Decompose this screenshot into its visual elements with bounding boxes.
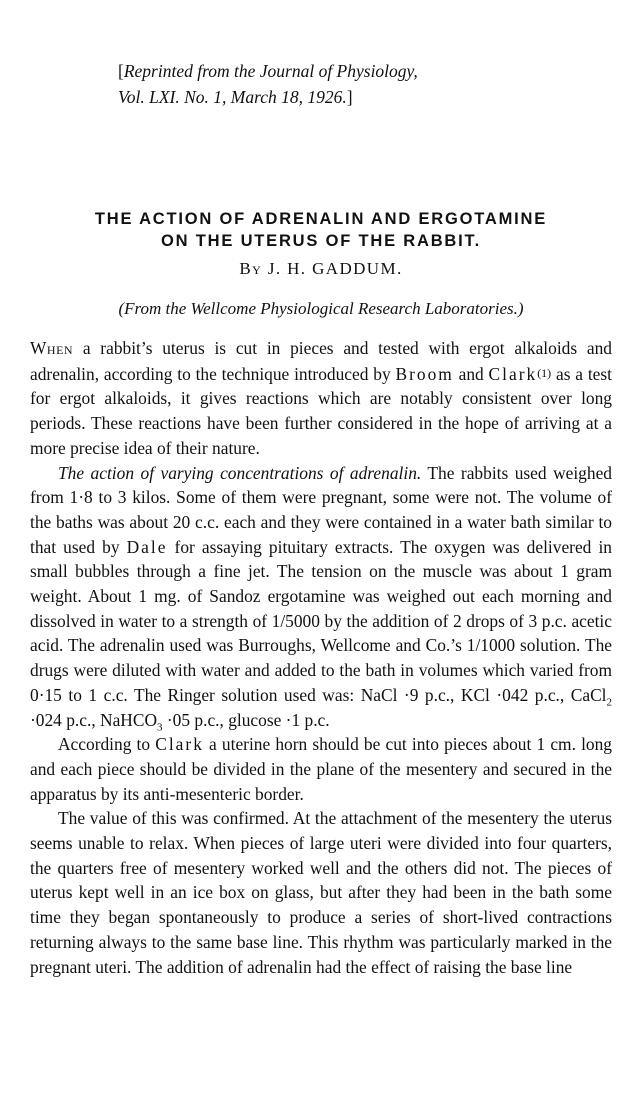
author-ref-clark-2: Clark — [155, 734, 204, 755]
title-line-2: ON THE UTERUS OF THE RABBIT. — [161, 232, 481, 250]
title-line-1: THE ACTION OF ADRENALIN AND ERGOTAMINE — [94, 210, 548, 228]
paragraph-1: When a rabbit’s uterus is cut in pieces and tested with ergot alkaloids and adrenalin, according to the technique introduced by Broom and Clark(1) as a test for ergot alkaloids, it gives reactions which are notably consistent over long periods. These reactions have been further considered in the hope of arriving at a more precise idea of their nature. — [30, 338, 612, 458]
article-body — [30, 336, 612, 979]
affiliation: (From the Wellcome Physiological Research Laboratories.) — [118, 299, 524, 318]
paragraph-3: According to Clark a uterine horn should be cut into pieces about 1 cm. long and each piece should be divided in the plane of the mesentery and secured in the apparatus by its anti-mesenteric border. — [30, 734, 612, 804]
reprint-notice — [118, 58, 612, 110]
reprint-line-1: [Reprinted from the Journal of Physiology, — [118, 61, 418, 81]
author-ref-clark: Clark — [488, 363, 538, 384]
lead-word: When — [30, 338, 74, 358]
reprint-line-2: Vol. LXI. No. 1, March 18, 1926.] — [118, 87, 353, 107]
paragraph-4: The value of this was confirmed. At the attachment of the mesentery the uterus seems unable to relax. When pieces of large uteri were divided into four quarters, the quarters free of mesentery worked well and the others did not. The pieces of uterus kept well in an ice box on glass, but after they had been in the bath some time they began spontaneously to produce a series of short-lived contractions returning always to the same base line. This rhythm was particularly marked in the pregnant uteri. The addition of adrenalin had the effect of raising the base line — [30, 808, 612, 977]
section-heading: The action of varying concentrations of adrenalin. — [58, 462, 422, 483]
paragraph-2: The action of varying concentrations of adrenalin. The rabbits used weighed from 1·8 to 3 kilos. Some of them were pregnant, some were not. The volume of the baths was about 20 c.c. each and they were contained in a water bath similar to that used by Dale for assaying pituitary extracts. The oxygen was delivered in small bubbles through a fine jet. The tension on the muscle was about 1 gram weight. About 1 mg. of Sandoz ergotamine was weighed out each morning and dissolved in water to a strength of 1/5000 by the addition of 2 drops of 3 p.c. acetic acid. The adrenalin used was Burroughs, Wellcome and Co.’s 1/1000 solution. The drugs were diluted with water and added to the bath in volumes which varied from 0·15 to 1 c.c. The Ringer solution used was: NaCl ·9 p.c., KCl ·042 p.c., CaCl$_2$ ·024 p.c., NaHCO$_3$ ·05 p.c., glucose ·1 p.c. — [30, 462, 612, 734]
citation-1: (1) — [537, 365, 552, 380]
author-ref-dale: Dale — [126, 536, 168, 557]
author-name: J. H. GADDUM. — [267, 259, 403, 278]
byline-by: By — [239, 259, 263, 278]
article-title — [30, 208, 612, 252]
byline — [30, 255, 612, 283]
author-ref-broom: Broom — [395, 363, 454, 384]
page — [30, 58, 612, 979]
